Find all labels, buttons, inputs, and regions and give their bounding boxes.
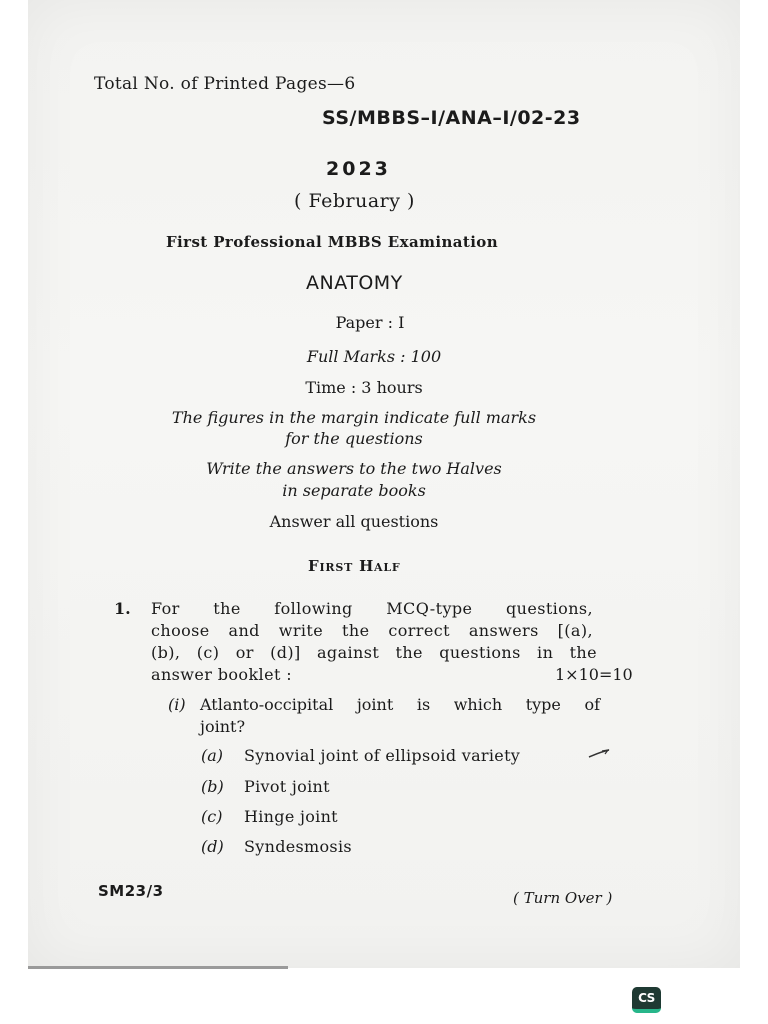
instruction-line-2: for the questions (285, 429, 423, 448)
instruction-line-3: Write the answers to the two Halves (206, 459, 502, 478)
sub-question-number: (i) (168, 695, 186, 714)
option-b-text: Pivot joint (244, 777, 330, 796)
question-line-1: For the following MCQ-type questions, (151, 599, 593, 618)
full-marks (0, 347, 758, 366)
paper-number-text: Paper : I (335, 313, 405, 332)
turn-over-note: ( Turn Over ) (513, 889, 613, 907)
exam-year: 2023 (326, 158, 391, 180)
option-d-text: Syndesmosis (244, 837, 352, 856)
pen-tick-mark-icon (588, 748, 610, 760)
question-line-3: (b), (c) or (d)] against the questions in the (151, 643, 597, 662)
question-line-4: answer booklet : (151, 665, 293, 684)
question-line-2: choose and write the correct answers [(a), (151, 621, 593, 640)
full-marks-text: Full Marks : 100 (306, 347, 442, 366)
option-a-letter: (a) (201, 746, 224, 765)
sub-question-line-2: joint? (200, 717, 246, 736)
time-allowed (0, 378, 748, 397)
camscanner-logo-icon: CS (632, 987, 661, 1013)
question-marks: 1×10=10 (555, 665, 633, 684)
time-allowed-text: Time : 3 hours (305, 378, 423, 397)
paper-edge-line (28, 966, 288, 969)
subject-title: ANATOMY (306, 272, 403, 294)
paper-code: SS/MBBS–I/ANA–I/02-23 (322, 107, 581, 129)
sub-question-line-1: Atlanto-occipital joint is which type of (200, 695, 600, 714)
option-a-text: Synovial joint of ellipsoid variety (244, 746, 521, 765)
total-printed-pages: Total No. of Printed Pages—6 (94, 74, 356, 94)
question-number: 1. (114, 599, 131, 618)
exam-title: First Professional MBBS Examination (166, 233, 499, 251)
option-d-letter: (d) (201, 837, 224, 856)
option-c-letter: (c) (201, 807, 223, 826)
exam-month: ( February ) (294, 190, 415, 212)
section-heading: First Half (308, 557, 401, 575)
instruction-line-1: The figures in the margin indicate full marks (171, 408, 537, 427)
instruction-line-4: in separate books (282, 481, 426, 500)
option-b-letter: (b) (201, 777, 224, 796)
footer-code: SM23/3 (98, 882, 164, 900)
option-c-text: Hinge joint (244, 807, 338, 826)
instruction-line-5: Answer all questions (269, 512, 439, 531)
paper-number (0, 313, 754, 332)
